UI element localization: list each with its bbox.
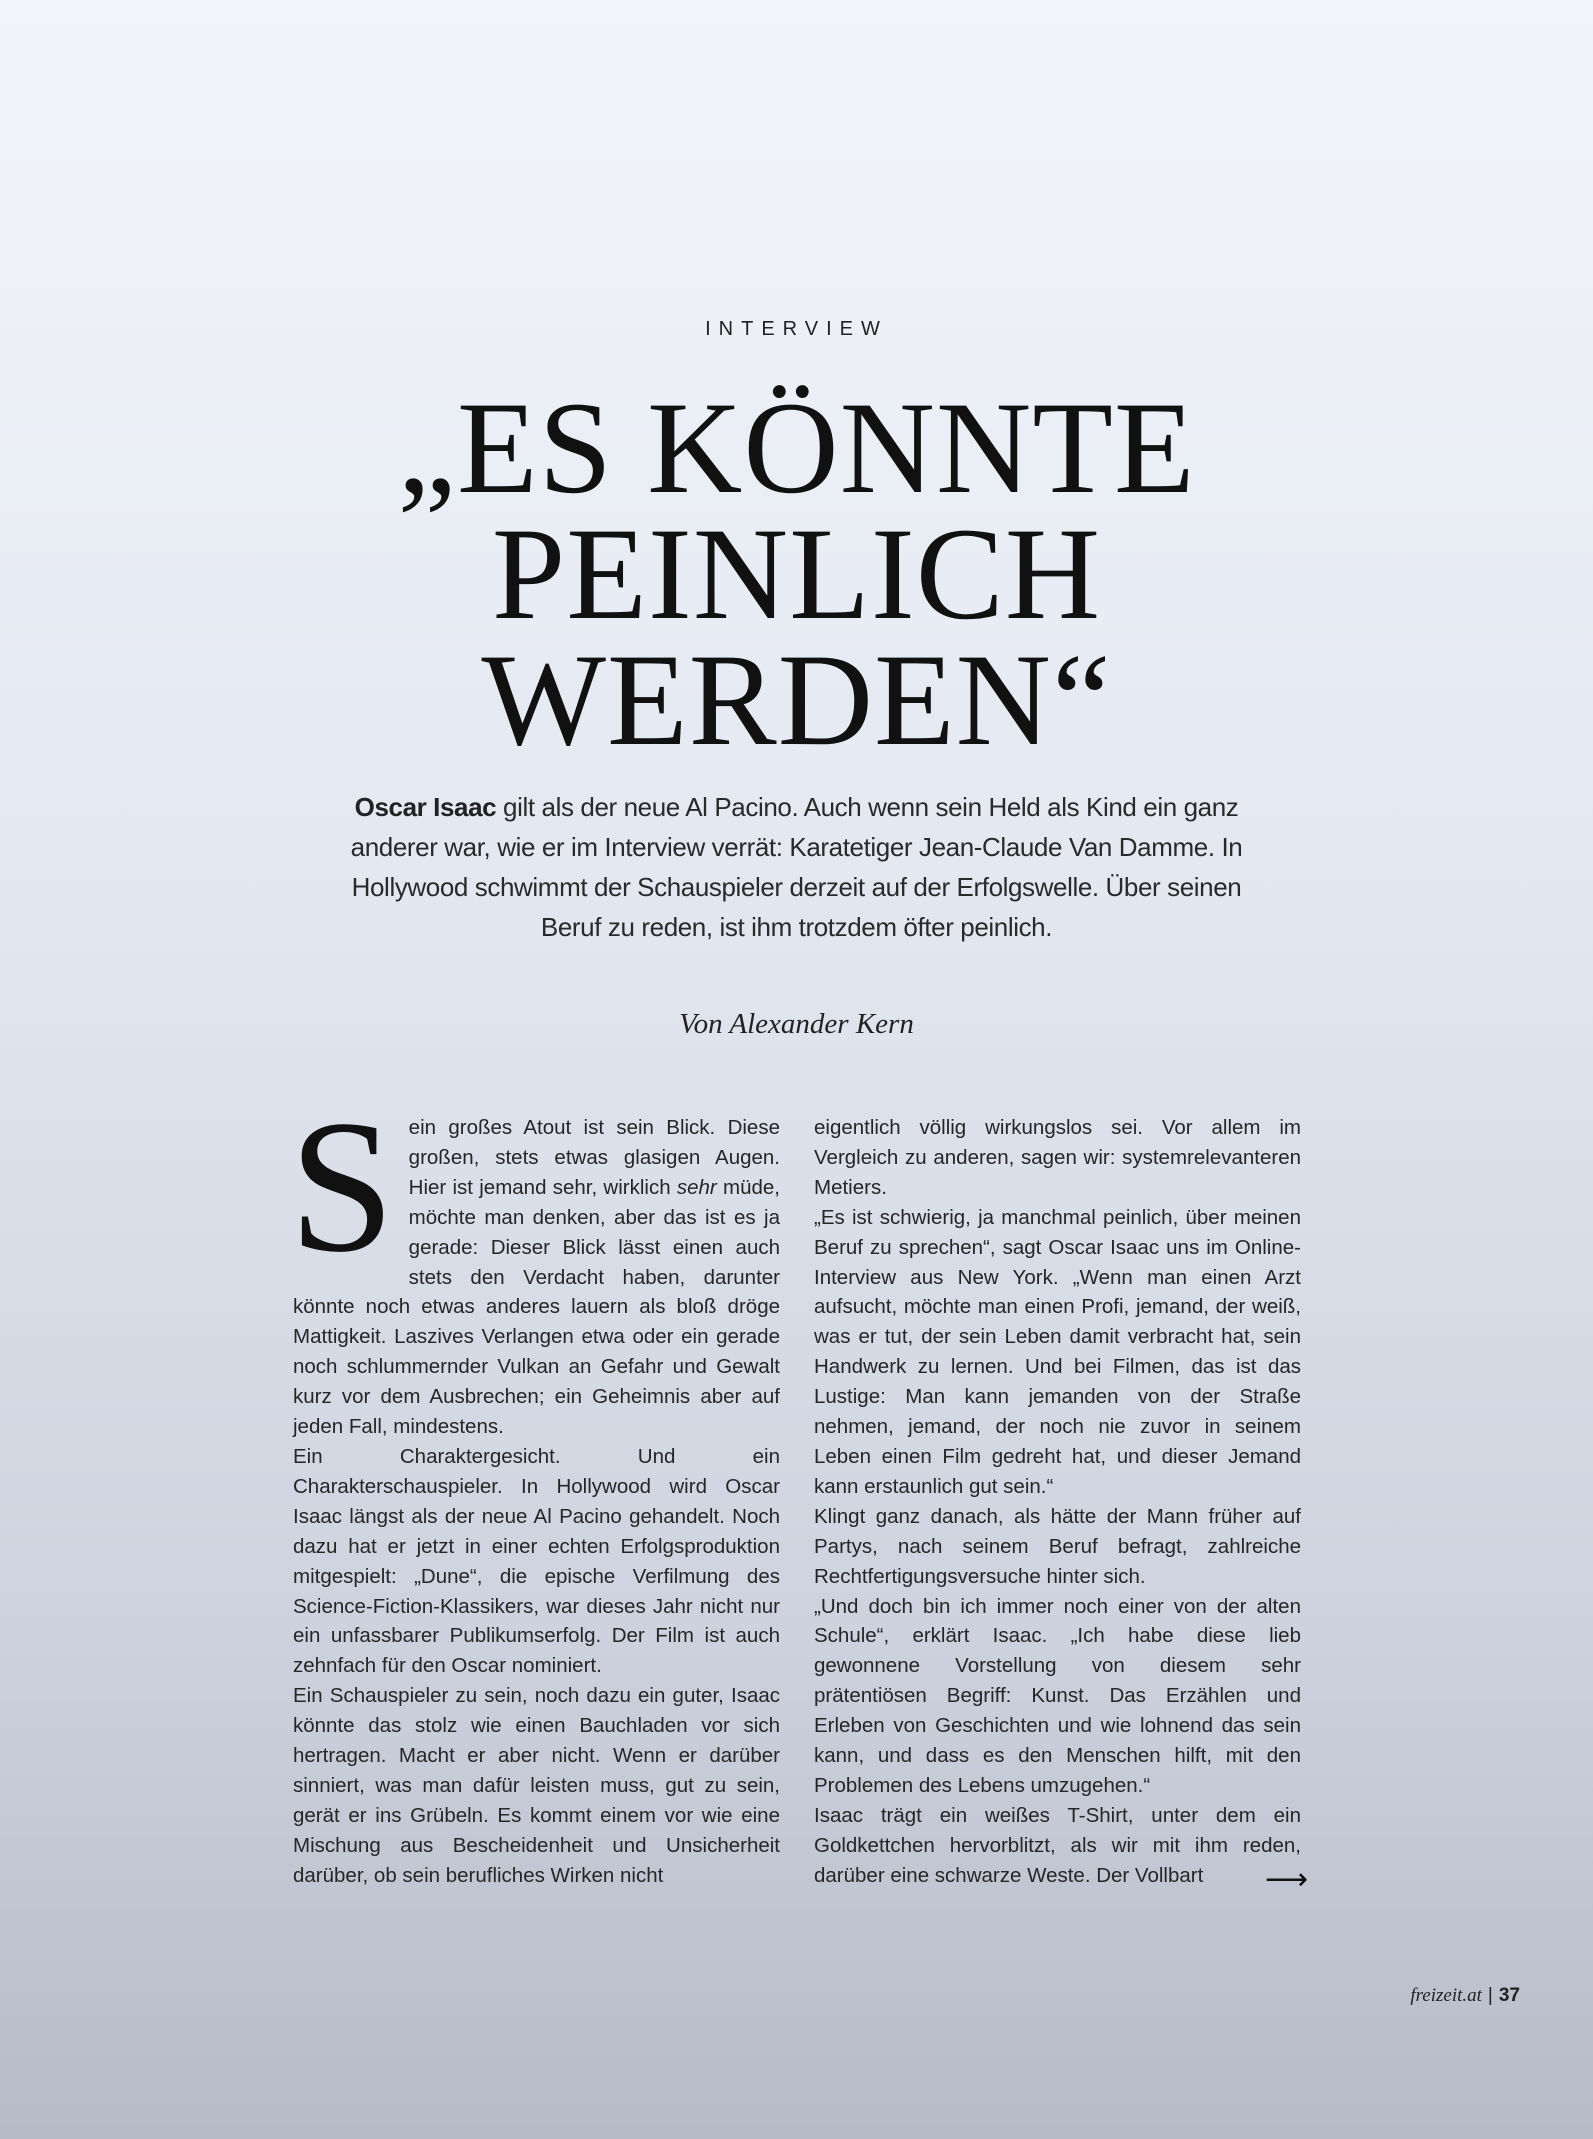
- article-column-right: [814, 1113, 1301, 1891]
- article-paragraph: eigentlich völlig wirkungslos sei. Vor allem im Vergleich zu anderen, sagen wir: systemrelevanteren Metiers.: [814, 1116, 1301, 1199]
- lead-paragraph: [330, 787, 1263, 947]
- article-paragraph: Isaac trägt ein weißes T-Shirt, unter dem ein Goldkettchen hervorblitzt, als wir mit ihm reden, darüber eine schwarze Weste. Der Vollbart: [814, 1803, 1301, 1887]
- emphasis-text: sehr: [676, 1175, 717, 1199]
- article-column-left: [289, 1082, 780, 1891]
- article-paragraph: Ein Charaktergesicht. Und ein Charakterschauspieler. In Hollywood wird Oscar Isaac längst als der neue Al Pacino gehandelt. Noch dazu hat er jetzt in einer echten Erfolgsproduktion mitgespielt: „Dune“, die epische Verfilmung des Science-Fiction-Klassikers, war dieses Jahr nicht nur ein unfassbarer Publikumserfolg. Der Film ist auch zehnfach für den Oscar nominiert.: [293, 1444, 780, 1678]
- section-label: INTERVIEW: [705, 318, 888, 340]
- paragraph-text: ein großes Atout ist sein Blick. Diese großen, stets etwas glasigen Augen. Hier ist jemand sehr, wirklich: [408, 1116, 780, 1199]
- page-number: 37: [1498, 1985, 1520, 2006]
- article-paragraph: „Es ist schwierig, ja manchmal peinlich, über meinen Beruf zu sprechen“, sagt Oscar Isaac uns im Online-Interview aus New York. „Wenn man einen Arzt aufsucht, möchte man einen Profi, jemand, der weiß, was er tut, der sein Leben damit verbracht hat, sein Handwerk zu lernen. Und bei Filmen, das ist das Lustige: Man kann jemanden von der Straße nehmen, jemand, der noch nie zuvor in seinem Leben einen Film gedreht hat, und dieser Jemand kann erstaunlich gut sein.“: [814, 1205, 1301, 1498]
- continue-arrow-icon: ⟶: [1265, 1862, 1309, 1897]
- lead-text: gilt als der neue Al Pacino. Auch wenn sein Held als Kind ein ganz anderer war, wie er im Interview verrät: Karatetiger Jean-Claude Van Damme. In Hollywood schwimmt der Schauspieler derzeit auf der Erfolgswelle. Über seinen Beruf zu reden, ist ihm trotzdem öfter peinlich.: [350, 792, 1243, 942]
- page-footer: [1370, 1985, 1520, 2007]
- article-paragraph: „Und doch bin ich immer noch einer von der alten Schule“, erklärt Isaac. „Ich habe diese lieb gewonnene Vorstellung von diesem sehr prätentiösen Begriff: Kunst. Das Erzählen und Erleben von Geschichten und wie lohnend das sein kann, und dass es den Menschen hilft, mit den Problemen des Lebens umzugehen.“: [814, 1594, 1301, 1797]
- footer-site: freizeit.at: [1410, 1985, 1482, 2006]
- headline-line-1: „ES KÖNNTE: [397, 374, 1196, 521]
- headline: [0, 374, 1593, 773]
- footer-separator: |: [1487, 1985, 1493, 2006]
- article-paragraph: Ein Schauspieler zu sein, noch dazu ein guter, Isaac könnte das stolz wie einen Bauchladen vor sich hertragen. Macht er aber nicht. Wenn er darüber sinniert, was man dafür leisten muss, gut zu sein, gerät er ins Grübeln. Es kommt einem vor wie eine Mischung aus Bescheidenheit und Unsicherheit darüber, ob sein berufliches Wirken nicht: [293, 1684, 780, 1887]
- drop-cap: S: [289, 1082, 395, 1292]
- headline-line-3: WERDEN“: [481, 626, 1112, 773]
- article-paragraph: Klingt ganz danach, als hätte der Mann früher auf Partys, nach seinem Beruf befragt, zahlreiche Rechtfertigungsversuche hinter sich.: [814, 1504, 1301, 1588]
- byline: Von Alexander Kern: [679, 1008, 914, 1040]
- paragraph-text: müde, möchte man denken, aber das ist es ja gerade: Dieser Blick lässt einen auch stets den Verdacht haben, darunter könnte noch etwas anderes lauern als bloß dröge Mattigkeit. Laszives Verlangen etwa oder ein gerade noch schlummernder Vulkan an Gefahr und Gewalt kurz vor dem Ausbrechen; ein Geheimnis aber auf jeden Fall, mindestens.: [293, 1175, 780, 1439]
- headline-line-2: PEINLICH: [491, 500, 1102, 647]
- lead-name: Oscar Isaac: [354, 792, 497, 822]
- article-paragraph: [289, 1082, 780, 1442]
